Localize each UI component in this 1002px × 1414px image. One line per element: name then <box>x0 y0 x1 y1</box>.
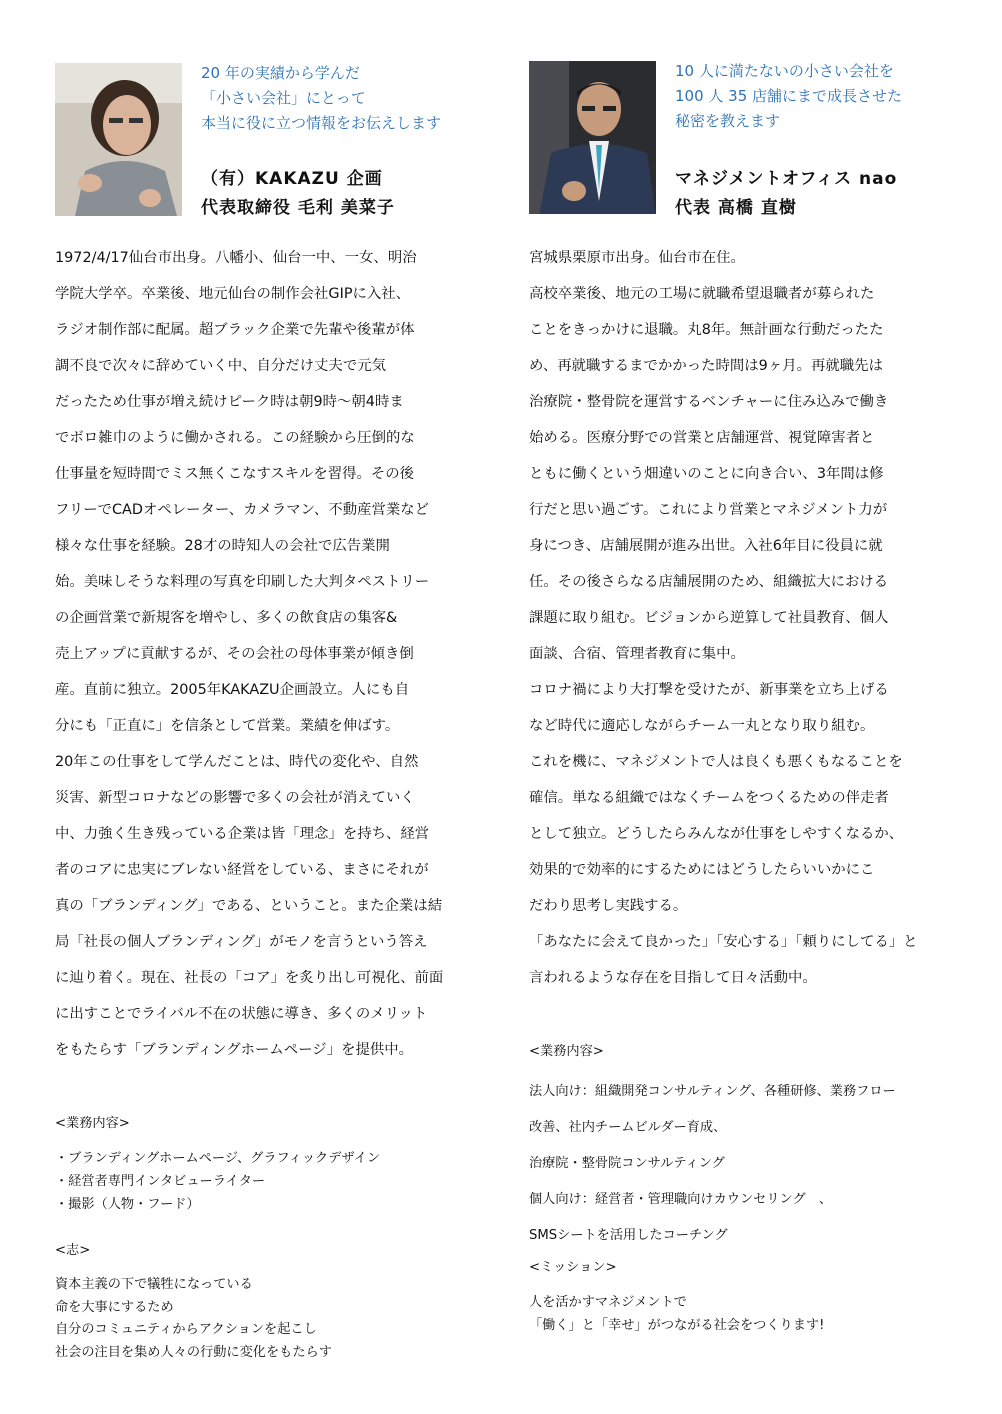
bio-line: 始める。医療分野での営業と店舗運営、視覚障害者と <box>529 430 875 446</box>
bio-line: これを機に、マネジメントで人は良くも悪くもなることを <box>529 754 903 770</box>
bio-line: 様々な仕事を経験。28才の時知人の会社で広告業開 <box>55 538 390 554</box>
aspiration-line: 命を大事にするため <box>55 1299 174 1315</box>
bio-line: 中、力強く生き残っている企業は皆「理念」を持ち、経営 <box>55 826 430 842</box>
right-services <box>529 1074 896 1254</box>
aspiration-line: 資本主義の下で犠牲になっている <box>55 1277 253 1292</box>
aspiration-line: 自分のコミュニティからアクションを起こし <box>55 1322 317 1337</box>
service-item: 治療院・整骨院コンサルティング <box>529 1156 725 1171</box>
bio-line: 調不良で次々に辞めていく中、自分だけ丈夫で元気 <box>55 358 386 374</box>
bio-line: め、再就職するまでかかった時間は9ヶ月。再就職先は <box>529 358 883 374</box>
tagline-line: 10 人に満たないの小さい会社を <box>675 62 894 80</box>
tagline-line: 20 年の実績から学んだ <box>201 64 360 82</box>
bio-line: 課題に取り組む。ビジョンから逆算して社員教育、個人 <box>529 610 889 626</box>
mission-line: 「働く」と「幸せ」がつながる社会をつくります! <box>529 1318 825 1333</box>
company-name: （有）KAKAZU 企画 <box>201 169 383 189</box>
bio-line: に辿り着く。現在、社長の「コア」を炙り出し可視化、前面 <box>55 970 444 986</box>
tagline-line: 100 人 35 店舗にまで成長させた <box>675 87 903 105</box>
profile-photo-right <box>529 61 656 214</box>
bio-line: 治療院・整骨院を運営するベンチャーに住み込みで働き <box>529 394 889 410</box>
bio-line: ともに働くという畑違いのことに向き合い、3年間は修 <box>529 466 884 482</box>
bio-line: 確信。単なる組織ではなくチームをつくるための伴走者 <box>529 790 889 806</box>
left-aspiration <box>55 1274 332 1364</box>
bio-line: 「あなたに会えて良かった」「安心する」「頼りにしてる」と <box>529 934 918 950</box>
bio-line: 始。美味しそうな料理の写真を印刷した大判タペストリー <box>55 574 430 590</box>
service-item: 法人向け：組織開発コンサルティング、各種研修、業務フロー <box>529 1084 896 1099</box>
left-name-block <box>201 165 395 223</box>
bio-line: 効果的で効率的にするためにはどうしたらいいかにこ <box>529 862 875 878</box>
section-heading: <志> <box>55 1243 91 1258</box>
person-name: 代表取締役 毛利 美菜子 <box>201 198 395 218</box>
bio-line: 任。その後さらなる店舗展開のため、組織拡大における <box>529 574 889 590</box>
service-item: 改善、社内チームビルダー育成、 <box>529 1120 727 1135</box>
bio-line: 1972/4/17仙台市出身。八幡小、仙台一中、一女、明治 <box>55 250 417 266</box>
bio-line: ラジオ制作部に配属。超ブラック企業で先輩や後輩が体 <box>55 322 415 338</box>
bio-line: 分にも「正直に」を信条として営業。業績を伸ばす。 <box>55 718 400 734</box>
bio-line: でボロ雑巾のように働かされる。この経験から圧倒的な <box>55 430 415 446</box>
bio-line: 身につき、店舗展開が進み出世。入社6年目に役員に就 <box>529 538 883 554</box>
tagline-line: 秘密を教えます <box>675 112 781 130</box>
bio-line: だわり思考し実践する。 <box>529 898 688 914</box>
left-bio <box>55 240 443 1068</box>
bio-line: 宮城県栗原市出身。仙台市在住。 <box>529 250 745 266</box>
bio-line: 言われるような存在を目指して日々活動中。 <box>529 970 817 986</box>
bio-line: 学院大学卒。卒業後、地元仙台の制作会社GIPに入社、 <box>55 286 411 302</box>
bio-line: 20年この仕事をして学んだことは、時代の変化や、自然 <box>55 754 419 770</box>
section-heading: <ミッション> <box>529 1260 617 1275</box>
bio-line: 産。直前に独立。2005年KAKAZU企画設立。人にも自 <box>55 682 410 698</box>
right-mission-heading <box>529 1256 617 1275</box>
left-services <box>55 1147 380 1216</box>
service-item: ・ブランディングホームページ、グラフィックデザイン <box>55 1151 381 1166</box>
section-heading: <業務内容> <box>55 1116 130 1131</box>
right-tagline <box>675 59 902 134</box>
service-item: ・撮影（人物・フード） <box>55 1197 200 1212</box>
right-services-heading <box>529 1040 604 1059</box>
bio-line: など時代に適応しながらチーム一丸となり取り組む。 <box>529 718 875 734</box>
bio-line: 面談、合宿、管理者教育に集中。 <box>529 646 745 662</box>
bio-line: 者のコアに忠実にブレない経営をしている、まさにそれが <box>55 862 429 878</box>
tagline-line: 本当に役に立つ情報をお伝えします <box>201 114 442 132</box>
bio-line: コロナ禍により大打撃を受けたが、新事業を立ち上げる <box>529 682 889 698</box>
service-item: ・経営者専門インタビューライター <box>55 1174 266 1189</box>
person-name: 代表 高橋 直樹 <box>675 198 797 218</box>
bio-line: 仕事量を短時間でミス無くこなすスキルを習得。その後 <box>55 466 415 482</box>
right-name-block <box>675 165 897 223</box>
bio-line: として独立。どうしたらみんなが仕事をしやすくなるか、 <box>529 826 904 842</box>
service-item: 個人向け：経営者・管理職向けカウンセリング 、 <box>529 1192 833 1207</box>
bio-line: 売上アップに貢献するが、その会社の母体事業が傾き倒 <box>55 646 414 662</box>
aspiration-line: 社会の注目を集め人々の行動に変化をもたらす <box>55 1344 332 1360</box>
right-bio <box>529 240 918 996</box>
left-aspiration-heading <box>55 1239 90 1258</box>
bio-line: に出すことでライバル不在の状態に導き、多くのメリット <box>55 1006 428 1022</box>
bio-line: だったため仕事が増え続けピーク時は朝9時～朝4時ま <box>55 394 404 410</box>
bio-line: 行だと思い過ごす。これにより営業とマネジメント力が <box>529 502 888 518</box>
profile-photo-left <box>55 63 182 216</box>
left-tagline <box>201 61 441 136</box>
right-mission <box>529 1291 824 1337</box>
bio-line: をもたらす「ブランディングホームページ」を提供中。 <box>55 1042 414 1058</box>
bio-line: 局「社長の個人ブランディング」がモノを言うという答え <box>55 934 428 950</box>
left-services-heading <box>55 1112 130 1131</box>
bio-line: 高校卒業後、地元の工場に就職希望退職者が募られた <box>529 286 875 302</box>
bio-line: フリーでCADオペレーター、カメラマン、不動産営業など <box>55 502 430 518</box>
bio-line: 真の「ブランディング」である、ということ。また企業は結 <box>55 898 443 914</box>
mission-line: 人を活かすマネジメントで <box>529 1295 687 1310</box>
section-heading: <業務内容> <box>529 1044 604 1059</box>
bio-line: ことをきっかけに退職。丸8年。無計画な行動だったた <box>529 322 884 338</box>
bio-line: 災害、新型コロナなどの影響で多くの会社が消えていく <box>55 790 415 806</box>
bio-line: の企画営業で新規客を増やし、多くの飲食店の集客& <box>55 610 398 626</box>
service-item: SMSシートを活用したコーチング <box>529 1228 728 1243</box>
tagline-line: 「小さい会社」にとって <box>201 89 366 107</box>
company-name: マネジメントオフィス nao <box>675 169 898 189</box>
